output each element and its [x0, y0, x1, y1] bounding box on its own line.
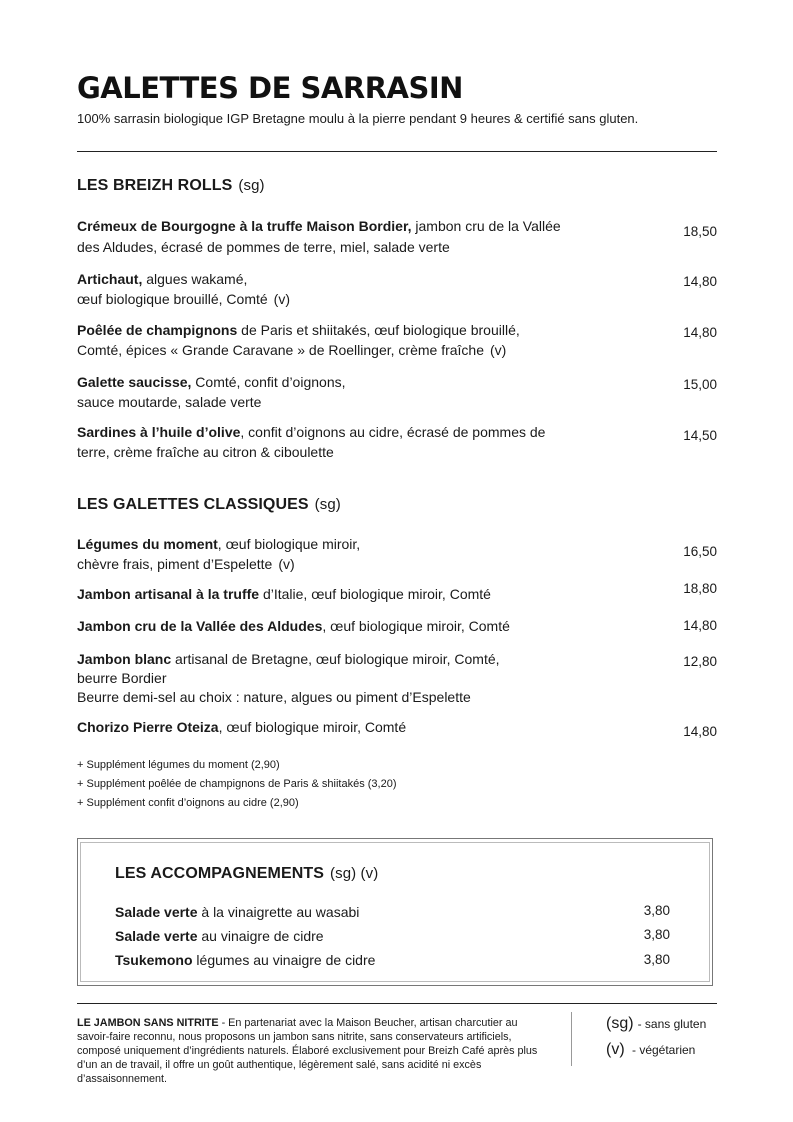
- supplement-line: + Supplément poêlée de champignons de Paris & shiitakés (3,20): [77, 778, 397, 790]
- item-desc: algues wakamé,: [142, 271, 248, 287]
- menu-item-jambon-cru: [77, 616, 647, 636]
- item-desc: de Paris et shiitakés, œuf biologique brouillé,: [237, 322, 520, 338]
- item-desc: sauce moutarde, salade verte: [77, 394, 262, 410]
- item-name: Salade verte: [115, 904, 198, 920]
- item-price: 14,80: [683, 618, 717, 633]
- item-desc: Comté, confit d’oignons,: [191, 374, 346, 390]
- item-price: 14,80: [683, 274, 717, 289]
- item-desc: , œuf biologique miroir,: [217, 536, 361, 552]
- footnote-text: - En partenariat avec la Maison Beucher, artisan charcutier au savoir-faire reconnu, nous proposons un jambon sans nitrite, sans conservateurs artificiels, composé uniquement d’ingrédients naturels. Élaboré exclusivement pour Breizh Café après plus d’un an de travail, il offre un goût authentique, légèrement salé, sans acidité ni excès d’assaisonnement.: [77, 1017, 538, 1085]
- side-item: [115, 926, 324, 946]
- legend-gluten-free: [606, 1015, 706, 1033]
- menu-item-jambon-blanc: [77, 649, 647, 707]
- supplement-line: + Supplément confit d’oignons au cidre (2,90): [77, 797, 299, 809]
- footnote-title: LE JAMBON SANS NITRITE: [77, 1017, 219, 1029]
- menu-item-cremeux: [77, 216, 647, 257]
- item-desc: d’Italie, œuf biologique miroir, Comté: [259, 586, 491, 602]
- gluten-free-tag: (sg): [238, 177, 265, 194]
- legend-tag: (v): [606, 1041, 625, 1058]
- item-name: Jambon cru de la Vallée des Aldudes: [77, 618, 323, 634]
- menu-item-sardines: [77, 422, 647, 462]
- item-desc: terre, crème fraîche au citron & ciboulette: [77, 444, 334, 460]
- side-item: [115, 902, 359, 922]
- supplement-line: + Supplément légumes du moment (2,90): [77, 759, 280, 771]
- side-item: [115, 950, 375, 970]
- item-price: 14,50: [683, 428, 717, 443]
- item-name: Artichaut,: [77, 271, 143, 287]
- item-name: Jambon artisanal à la truffe: [77, 586, 260, 602]
- section-title-breizh-rolls: [77, 176, 265, 196]
- item-name: Tsukemono: [115, 952, 193, 968]
- item-desc: , œuf biologique miroir, Comté: [322, 618, 510, 634]
- item-desc: Beurre demi-sel au choix : nature, algues ou piment d’Espelette: [77, 689, 471, 705]
- legend-label: - végétarien: [628, 1043, 696, 1057]
- diet-tags: (sg) (v): [330, 865, 379, 882]
- item-price: 14,80: [683, 724, 717, 739]
- menu-item-poelee: [77, 320, 647, 360]
- item-desc: à la vinaigrette au wasabi: [197, 904, 360, 920]
- section-title-text: LES GALETTES CLASSIQUES: [77, 496, 309, 513]
- item-name: Sardines à l’huile d’olive: [77, 424, 241, 440]
- item-price: 3,80: [643, 927, 670, 942]
- item-name: Chorizo Pierre Oteiza: [77, 719, 219, 735]
- item-desc: , confit d’oignons au cidre, écrasé de pommes de: [240, 424, 546, 440]
- divider: [77, 1003, 717, 1004]
- item-desc: au vinaigre de cidre: [197, 928, 324, 944]
- section-title-accompagnements: [115, 864, 378, 884]
- item-price: 18,50: [683, 224, 717, 239]
- item-price: 15,00: [683, 377, 717, 392]
- section-title-classiques: [77, 495, 341, 515]
- page-title: GALETTES DE SARRASIN: [77, 71, 463, 105]
- item-price: 16,50: [683, 544, 717, 559]
- item-name: Galette saucisse,: [77, 374, 192, 390]
- gluten-free-tag: (sg): [314, 496, 341, 513]
- legend-vegetarian: [606, 1041, 695, 1059]
- menu-item-legumes: [77, 534, 647, 574]
- item-desc: œuf biologique brouillé, Comté: [77, 291, 268, 307]
- item-desc: , œuf biologique miroir, Comté: [218, 719, 407, 735]
- item-desc: des Aldudes, écrasé de pommes de terre, miel, salade verte: [77, 239, 450, 255]
- legend-label: - sans gluten: [637, 1017, 707, 1031]
- menu-item-galette-saucisse: [77, 372, 647, 412]
- section-title-text: LES ACCOMPAGNEMENTS: [115, 865, 325, 882]
- page-subtitle: 100% sarrasin biologique IGP Bretagne moulu à la pierre pendant 9 heures & certifié sans gluten.: [77, 111, 639, 126]
- item-name: Crémeux de Bourgogne à la truffe Maison Bordier,: [77, 218, 412, 234]
- item-name: Légumes du moment: [77, 536, 218, 552]
- item-price: 12,80: [683, 654, 717, 669]
- item-price: 14,80: [683, 325, 717, 340]
- item-price: 3,80: [643, 903, 670, 918]
- menu-item-artichaut: [77, 269, 647, 309]
- item-price: 18,80: [683, 581, 717, 596]
- jambon-footnote: [77, 1016, 542, 1086]
- menu-item-jambon-truffe: [77, 584, 647, 604]
- item-name: Poêlée de champignons: [77, 322, 238, 338]
- vegetarian-tag: (v): [278, 556, 295, 572]
- vegetarian-tag: (v): [273, 291, 290, 307]
- item-desc: beurre Bordier: [77, 670, 167, 686]
- item-price: 3,80: [643, 952, 670, 967]
- item-desc: artisanal de Bretagne, œuf biologique miroir, Comté,: [171, 651, 500, 667]
- vegetarian-tag: (v): [490, 342, 507, 358]
- divider: [77, 151, 717, 152]
- vertical-divider: [571, 1012, 572, 1066]
- item-desc: jambon cru de la Vallée: [411, 218, 561, 234]
- legend-tag: (sg): [606, 1015, 634, 1032]
- item-desc: légumes au vinaigre de cidre: [192, 952, 376, 968]
- item-name: Jambon blanc: [77, 651, 172, 667]
- menu-item-chorizo: [77, 717, 647, 737]
- item-name: Salade verte: [115, 928, 198, 944]
- item-desc: chèvre frais, piment d’Espelette: [77, 556, 273, 572]
- section-title-text: LES BREIZH ROLLS: [77, 177, 233, 194]
- item-desc: Comté, épices « Grande Caravane » de Roellinger, crème fraîche: [77, 342, 484, 358]
